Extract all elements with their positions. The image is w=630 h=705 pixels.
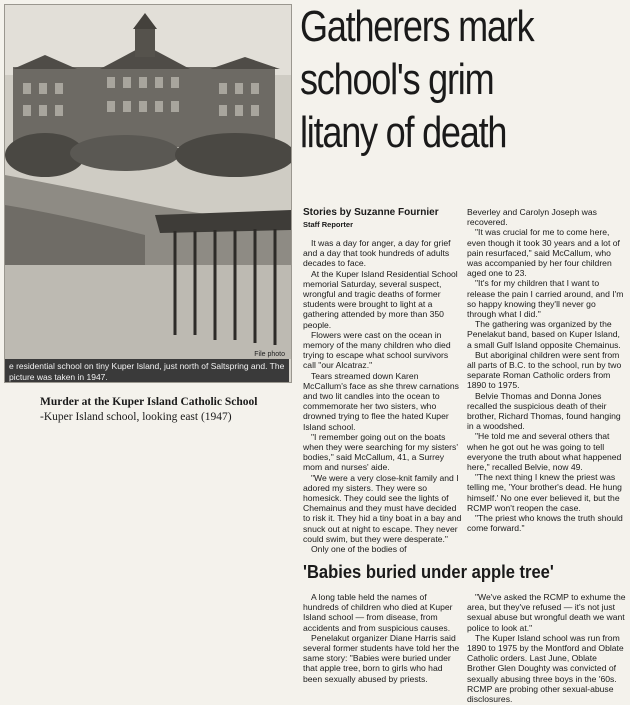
- paragraph: Flowers were cast on the ocean in memory of the many children who died trying to escape what school survivors call "our Alcatraz.": [303, 329, 451, 371]
- caption-subtitle: -Kuper Island school, looking east (1947): [40, 411, 232, 423]
- photo-caption: e residential school on tiny Kuper Island, just north of Saltspring and. The picture was taken in 1947.: [5, 359, 289, 383]
- paragraph: At the Kuper Island Residential School memorial Saturday, several suspect, wrongful and tragic deaths of former students were brought to light at a gathering attended by more than 350 people.: [303, 268, 458, 330]
- article-column-1: [303, 238, 463, 554]
- kuper-island-school-image: [5, 5, 291, 359]
- paragraph: "We were a very close-knit family and I adored my sisters. They were so homesick. They could see the lights of Chemainus and they must have decided to risk it. They hid a tiny boat in a bay and snuck out at night to escape. They never could swim, but they were desperate.": [303, 472, 462, 544]
- headline-line-2: school's grim: [300, 55, 494, 104]
- byline-author: Stories by Suzanne Fournier: [303, 207, 439, 218]
- headline-line-1: Gatherers mark: [300, 2, 534, 51]
- paragraph: Belvie Thomas and Donna Jones recalled the suspicious death of their brother, Richard Thomas, found hanging in a woodshed.: [467, 390, 621, 432]
- paragraph: "It's for my children that I want to release the pain I carried around, and I'm so happy knowing they'll never go through what I did.": [467, 278, 624, 320]
- paragraph: "The priest who knows the truth should come forward.": [467, 513, 623, 534]
- paragraph: "We've asked the RCMP to exhume the area, but they've refused — it's not just sexual abuse but wrongful death we want police to look at.": [467, 592, 626, 633]
- paragraph: But aboriginal children were sent from all parts of B.C. to the school, run by two separate Roman Catholic orders from 1890 to 1975.: [467, 349, 622, 391]
- byline: [303, 207, 439, 231]
- paragraph: It was a day for anger, a day for grief and a day that took hundreds of adults decades to face.: [303, 238, 451, 269]
- photo-credit: File photo: [254, 351, 285, 358]
- school-photo: [4, 4, 292, 383]
- paragraph: Beverley and Carolyn Joseph was recovered.: [467, 207, 597, 228]
- handwritten-caption: [40, 395, 290, 425]
- paragraph: Tears streamed down Karen McCallum's face as she threw carnations and two lit candles into the ocean to commemorate her two sisters, who drowned trying to flee the hated Kuper Island school.: [303, 370, 459, 432]
- article-column-3: [303, 592, 463, 684]
- article-column-2: [467, 207, 627, 534]
- paragraph: Only one of the bodies of: [311, 544, 407, 555]
- paragraph: The gathering was organized by the Penelakut band, based on Kuper Island, a small Gulf Island opposite Chemainus.: [467, 319, 621, 350]
- paragraph: "He told me and several others that when he got out he was going to tell everyone the truth about what happened here," recalled Belvie, now 49.: [467, 431, 622, 473]
- article-headline: [300, 0, 571, 159]
- sub-headline: 'Babies buried under apple tree': [303, 562, 554, 582]
- paragraph: "I remember going out on the boats when they were searching for my sisters' bodies," said McCallum, 41, a Surrey mom and nurses' aide.: [303, 431, 458, 473]
- paragraph: "It was crucial for me to come here, even though it took 30 years and a lot of pain resurfaced," said McCallum, who was accompanied by her four children aged one to 23.: [467, 227, 620, 279]
- caption-title: Murder at the Kuper Island Catholic School: [40, 396, 258, 408]
- article-column-4: [467, 592, 627, 704]
- paragraph: The Kuper Island school was run from 1890 to 1975 by the Montford and Oblate Catholic orders. Last June, Oblate Brother Glen Doughty was convicted of sexually abusing three boys in the '60s. RCMP are probing other sexual-abuse disclosures.: [467, 632, 624, 705]
- byline-role: Staff Reporter: [303, 220, 354, 229]
- paragraph: "The next thing I knew the priest was telling me, 'Your brother's dead. He hung himself.' No one ever believed it, but the RCMP won't reopen the case.: [467, 472, 622, 513]
- paragraph: Penelakut organizer Diane Harris said several former students have told her the same story: "Babies were buried under that apple tree, born to girls who had been sexually abused by priests.: [303, 632, 460, 684]
- paragraph: A long table held the names of hundreds of children who died at Kuper Island school — from disease, from accidents and from suspicious causes.: [303, 592, 453, 633]
- headline-line-3: litany of death: [300, 108, 507, 157]
